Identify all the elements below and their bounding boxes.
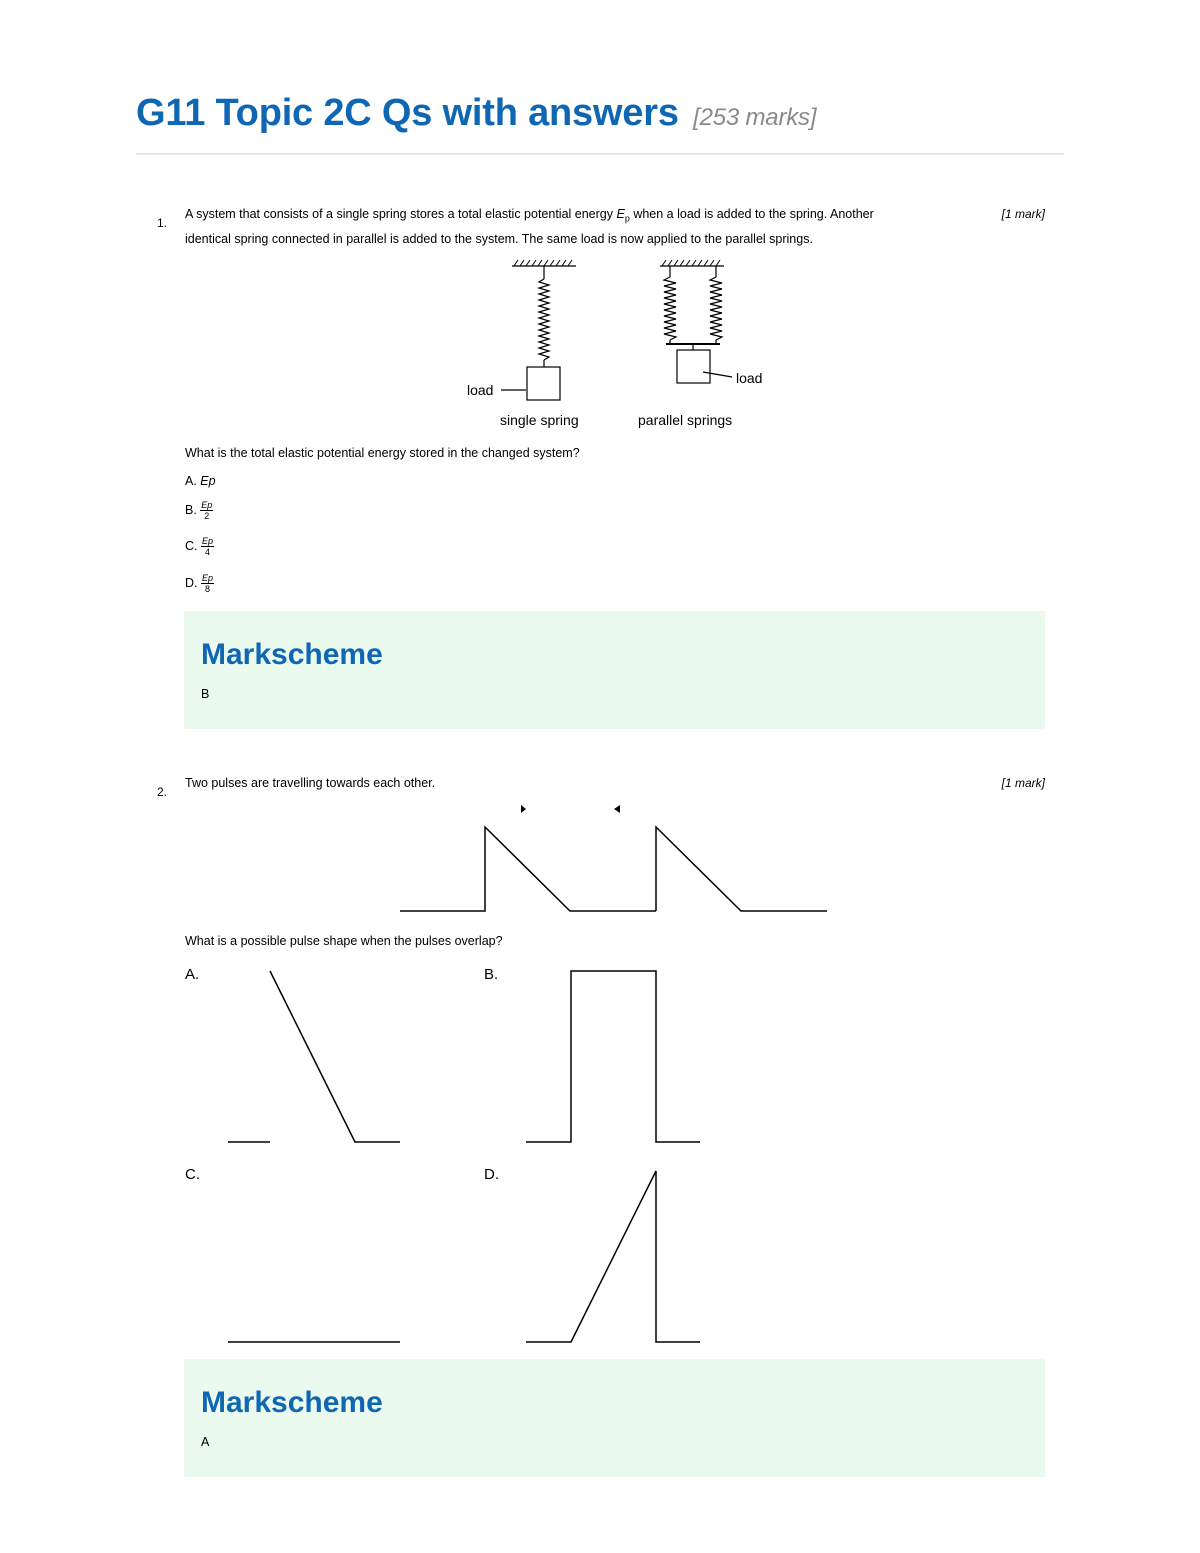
label-load-left: load	[467, 382, 494, 398]
question-marks: [1 mark]	[1001, 207, 1045, 221]
fraction-numerator: Ep	[201, 536, 213, 546]
energy-symbol: E	[616, 207, 625, 221]
fraction-numerator: Ep	[201, 500, 213, 510]
markscheme-answer: A	[201, 1435, 210, 1449]
option-b[interactable]	[185, 500, 213, 521]
option-fraction	[201, 536, 214, 557]
option-b-label[interactable]: B.	[484, 966, 499, 983]
pulses-figure	[395, 800, 835, 915]
question-text-line1: A system that consists of a single spring stores a total elastic potential energy	[185, 207, 613, 221]
question-text: Two pulses are travelling towards each other.	[185, 776, 436, 790]
option-d-label[interactable]: D.	[484, 1166, 499, 1183]
question-prompt: What is a possible pulse shape when the pulses overlap?	[185, 934, 503, 948]
option-b-graph	[523, 965, 703, 1147]
arrow-left-icon	[614, 805, 620, 813]
question-marks: [1 mark]	[1001, 776, 1045, 790]
arrow-right-icon	[521, 805, 526, 813]
single-spring-coil	[539, 279, 549, 360]
question-text-line2: identical spring connected in parallel is added to the system. The same load is now applied to the parallel springs.	[185, 231, 813, 246]
total-marks: [253 marks]	[693, 104, 817, 131]
fraction-denominator: 2	[204, 511, 210, 521]
option-a-graph	[225, 965, 405, 1147]
right-pulse	[656, 827, 827, 911]
question-text-line1-cont: when a load is added to the spring. Another	[633, 207, 874, 221]
option-letter: C.	[185, 538, 198, 553]
parallel-spring-right-coil	[710, 277, 722, 340]
single-ceiling-hatch	[514, 260, 572, 266]
option-letter: A.	[185, 474, 197, 488]
left-pulse	[400, 827, 656, 911]
parallel-ceiling-hatch	[662, 260, 720, 266]
option-a-label[interactable]: A.	[185, 966, 200, 983]
option-c-graph	[225, 1165, 405, 1347]
markscheme-box	[184, 1359, 1045, 1477]
markscheme-title: Markscheme	[201, 638, 383, 671]
question-number: 2.	[157, 785, 168, 799]
option-letter: D.	[185, 575, 198, 590]
markscheme-answer: B	[201, 687, 210, 701]
page-title	[136, 92, 816, 135]
question-prompt: What is the total elastic potential energy stored in the changed system?	[185, 446, 580, 460]
title-divider	[136, 153, 1064, 155]
page-title-text: G11 Topic 2C Qs with answers	[136, 92, 679, 134]
caption-single-spring: single spring	[500, 412, 579, 428]
fraction-numerator: Ep	[201, 573, 213, 583]
option-fraction	[201, 573, 214, 594]
caption-parallel-springs: parallel springs	[638, 412, 733, 428]
energy-symbol-subscript: p	[624, 213, 630, 224]
markscheme-title: Markscheme	[201, 1386, 383, 1419]
label-load-right: load	[736, 370, 763, 386]
option-d-graph	[523, 1165, 703, 1347]
markscheme-box	[184, 611, 1045, 729]
question-number: 1.	[157, 216, 168, 230]
option-value: Ep	[200, 474, 216, 488]
fraction-denominator: 8	[204, 584, 210, 594]
fraction-denominator: 4	[204, 547, 210, 557]
option-a[interactable]	[185, 474, 216, 488]
option-d[interactable]	[185, 573, 214, 594]
option-fraction	[200, 500, 213, 521]
single-load-box	[527, 367, 560, 400]
question-text	[185, 204, 975, 249]
option-c-label[interactable]: C.	[185, 1166, 200, 1183]
option-letter: B.	[185, 502, 197, 517]
spring-figure	[460, 255, 790, 435]
parallel-spring-left-coil	[664, 277, 676, 340]
parallel-load-box	[677, 350, 710, 383]
option-c[interactable]	[185, 536, 214, 557]
